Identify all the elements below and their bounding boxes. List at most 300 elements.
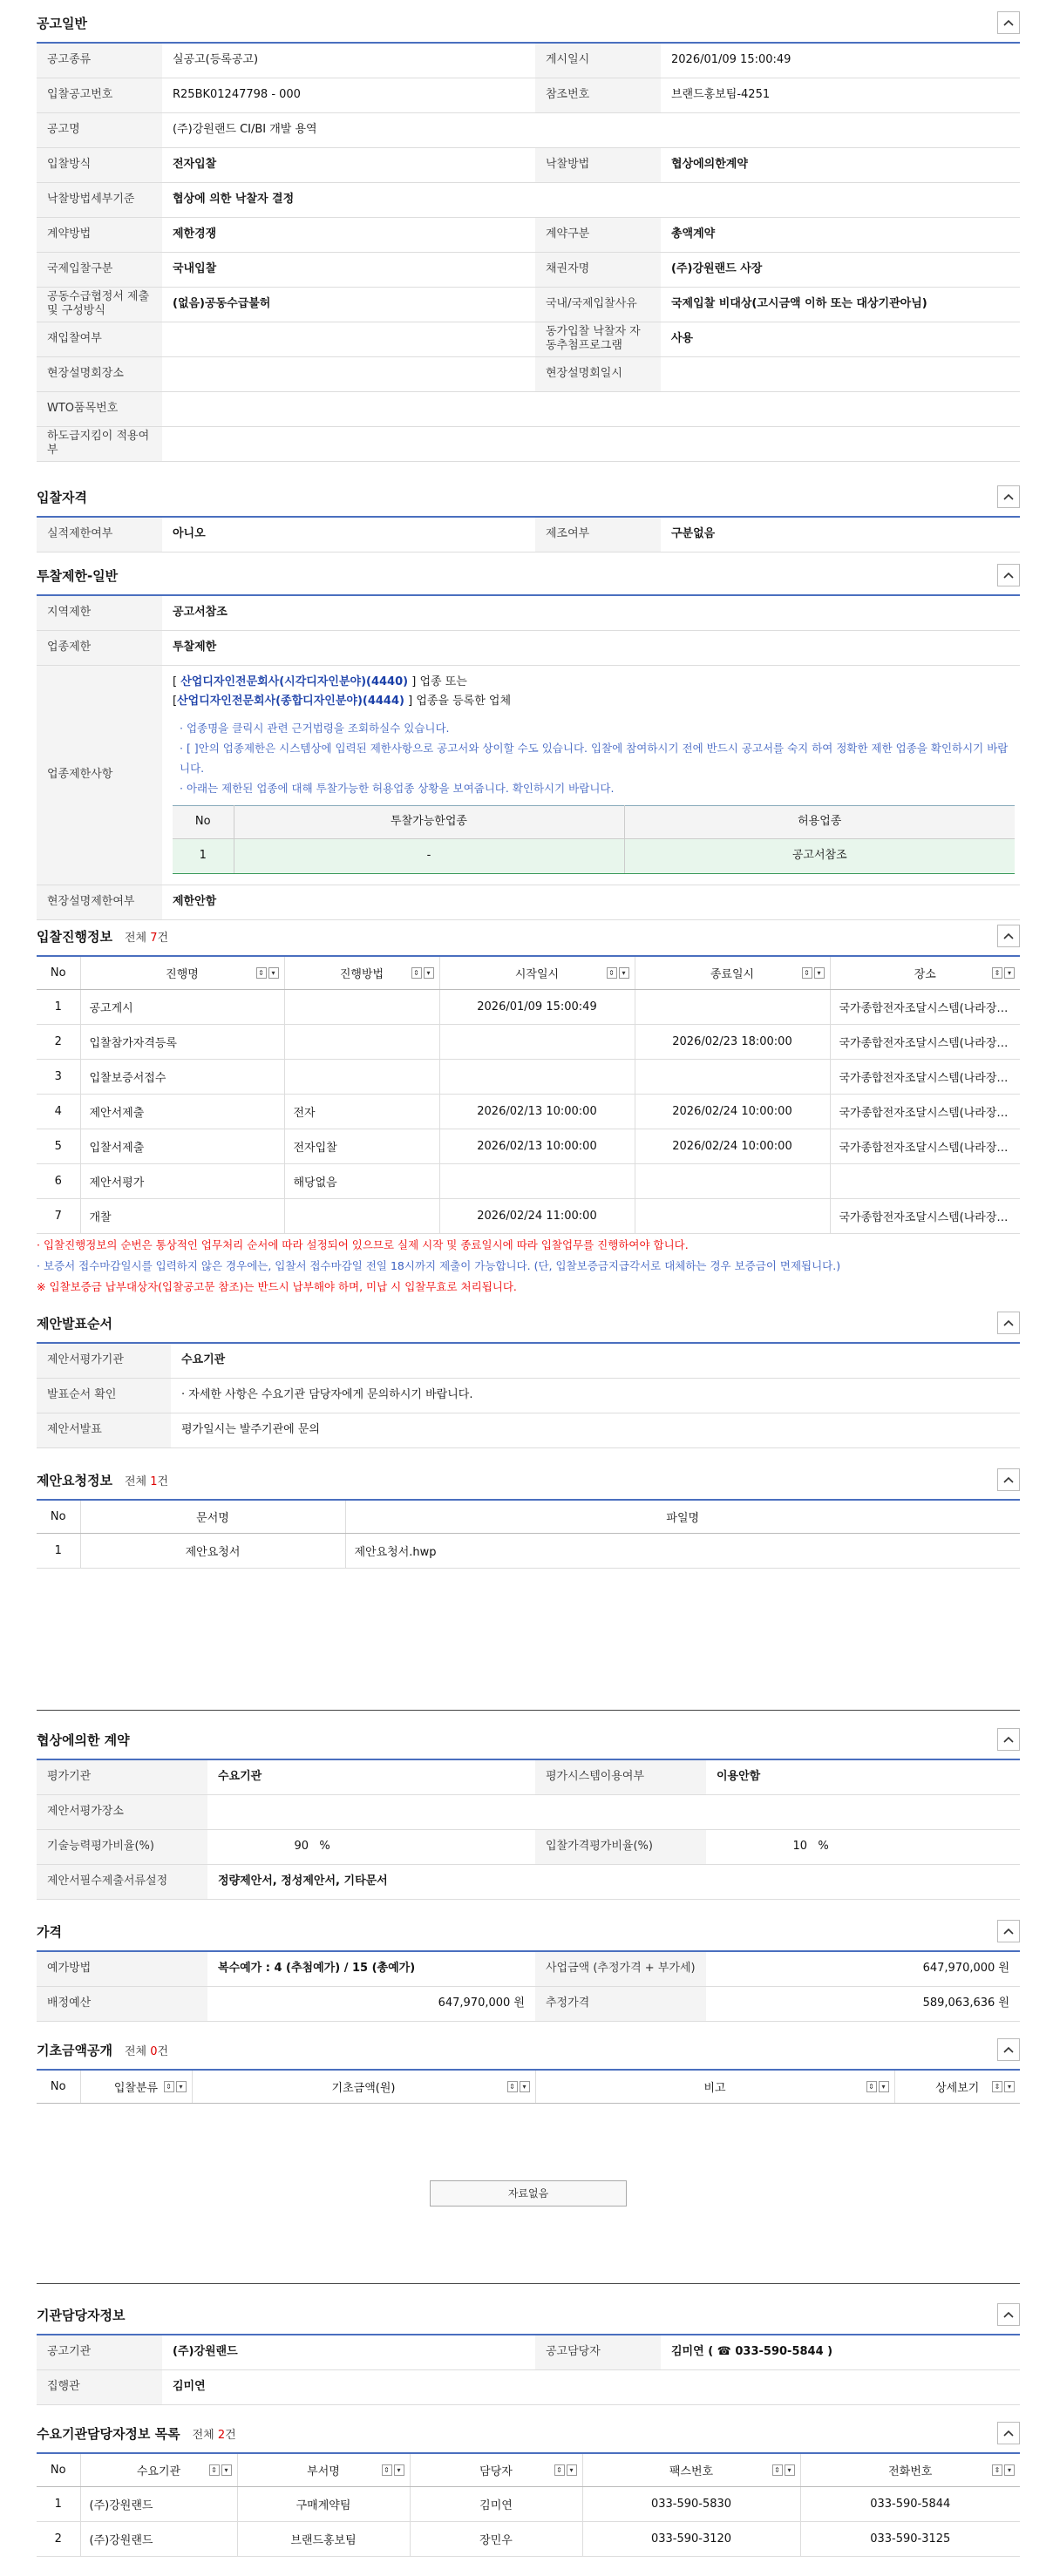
field-value	[171, 1343, 1020, 1378]
table-row	[37, 1129, 1020, 1163]
column-header-label: 장소	[914, 967, 936, 981]
table-cell: 국가종합전자조달시스템(나라장…	[830, 989, 1020, 1024]
field-value: R25BK01247798 - 000	[162, 78, 535, 112]
column-header[interactable]	[439, 956, 635, 989]
field-value: 실공고(등록공고)	[162, 43, 535, 78]
field-label: 지역제한	[37, 595, 162, 630]
field-label: 추정가격	[535, 1986, 706, 2021]
column-header[interactable]	[80, 2070, 192, 2103]
column-header[interactable]	[284, 956, 439, 989]
field-label: 집행관	[37, 2369, 162, 2404]
section-title-text: 협상에의한 계약	[37, 1732, 130, 1748]
demand-agency-contacts-section	[37, 2414, 1020, 2557]
filter-dropdown-icon[interactable]: ▾	[176, 2081, 187, 2092]
field-value: · 자세한 사항은 수요기관 담당자에게 문의하시기 바랍니다.	[171, 1378, 1020, 1413]
bid-progress-section	[37, 917, 1020, 1297]
field-label: 공고담당자	[535, 2335, 661, 2369]
filter-dropdown-icon[interactable]: ▾	[424, 967, 434, 979]
column-header-label: No	[50, 2463, 66, 2477]
filter-dropdown-icon[interactable]: ▾	[567, 2464, 577, 2476]
ratio-value	[706, 1829, 1020, 1864]
sort-controls[interactable]	[507, 2081, 530, 2092]
sort-toggle-icon[interactable]: ⇕	[607, 967, 617, 979]
field-value: 국내입찰	[162, 252, 535, 287]
field-label: 채권자명	[535, 252, 661, 287]
field-value: 협상에 의한 낙찰자 결정	[162, 182, 1020, 217]
column-header[interactable]	[830, 956, 1020, 989]
table-cell: 2	[37, 2521, 80, 2556]
field-value: 김미연	[162, 2369, 1020, 2404]
filter-dropdown-icon[interactable]: ▾	[814, 967, 825, 979]
table-row	[173, 838, 1015, 873]
proposal-request-section	[37, 1461, 1020, 1569]
section-title-text: 입찰자격	[37, 489, 87, 505]
count-value: 0	[150, 2044, 158, 2058]
presentation-order-header	[37, 1304, 1020, 1342]
count-prefix: 전체	[124, 931, 151, 945]
info-table	[37, 1759, 1020, 1900]
filter-dropdown-icon[interactable]: ▾	[520, 2081, 530, 2092]
field-value: 이용안함	[706, 1759, 1020, 1794]
filter-dropdown-icon[interactable]: ▾	[394, 2464, 404, 2476]
sort-toggle-icon[interactable]: ⇕	[992, 2464, 1002, 2476]
table-cell: 033-590-5830	[582, 2486, 800, 2521]
field-label: 공고기관	[37, 2335, 162, 2369]
column-header-label: 시작일시	[514, 967, 560, 981]
sort-controls[interactable]	[164, 2081, 187, 2092]
field-value-text: 수요기관	[181, 1353, 226, 1367]
table-cell: 공고서참조	[624, 838, 1015, 873]
info-row	[37, 112, 1020, 147]
sort-toggle-icon[interactable]: ⇕	[382, 2464, 392, 2476]
section-count	[125, 928, 168, 945]
section-title-text: 수요기관담당자정보 목록	[37, 2425, 180, 2442]
section-title	[37, 1922, 62, 1941]
field-label: 동가입찰 낙찰자 자동추첨프로그램	[535, 322, 661, 356]
filter-dropdown-icon[interactable]: ▾	[619, 967, 629, 979]
table-cell	[439, 1163, 635, 1198]
chevron-up-icon	[1003, 1736, 1014, 1743]
collapse-toggle-button[interactable]	[997, 485, 1020, 508]
section-title	[37, 1731, 130, 1749]
table-cell: 제안서제출	[80, 1094, 284, 1129]
collapse-toggle-button[interactable]	[997, 1468, 1020, 1491]
field-label: 공고종류	[37, 43, 162, 78]
chevron-up-icon	[1003, 1319, 1014, 1326]
sort-toggle-icon[interactable]: ⇕	[256, 967, 267, 979]
industry-suffix: 업종을 등록한 업체	[412, 694, 512, 708]
filter-dropdown-icon[interactable]: ▾	[1004, 2464, 1015, 2476]
column-header	[37, 2453, 80, 2486]
field-value	[162, 322, 535, 356]
section-count	[125, 1472, 168, 1488]
field-label: 제안서필수제출서류설정	[37, 1864, 207, 1899]
field-value: 총액계약	[661, 217, 1020, 252]
bid-progress-header	[37, 917, 1020, 955]
section-title	[37, 927, 168, 946]
table-cell: (주)강원랜드	[80, 2486, 237, 2521]
sort-toggle-icon[interactable]: ⇕	[802, 967, 812, 979]
chevron-up-icon	[1003, 572, 1014, 579]
table-cell: 2026/02/24 10:00:00	[635, 1129, 830, 1163]
table-row	[37, 2521, 1020, 2556]
info-row	[37, 147, 1020, 182]
sort-controls[interactable]	[992, 967, 1015, 979]
table-row	[37, 989, 1020, 1024]
sort-toggle-icon[interactable]: ⇕	[992, 2081, 1002, 2092]
field-label: 국제입찰구분	[37, 252, 162, 287]
table-cell: 4	[37, 1094, 80, 1129]
field-value: 국제입찰 비대상(고시금액 이하 또는 대상기관아님)	[661, 287, 1020, 322]
general-notice-section	[37, 3, 1020, 462]
bid-restriction-section	[37, 556, 1020, 920]
section-title-text: 기관담당자정보	[37, 2307, 126, 2323]
sort-controls[interactable]	[607, 967, 629, 979]
info-row	[37, 1378, 1020, 1413]
field-label: 재입찰여부	[37, 322, 162, 356]
section-title	[37, 2306, 125, 2324]
column-header-label: 진행명	[166, 967, 199, 981]
notice-bullet: · 업종명을 클릭시 관련 근거법령을 조회하실수 있습니다.	[180, 721, 450, 735]
data-grid	[37, 1499, 1020, 1569]
field-label: WTO품목번호	[37, 391, 162, 426]
column-header[interactable]	[237, 2453, 410, 2486]
section-title-text: 제안발표순서	[37, 1315, 112, 1332]
sort-controls[interactable]	[992, 2081, 1015, 2092]
field-value: 협상에의한계약	[661, 147, 1020, 182]
info-row	[37, 43, 1020, 78]
field-value: 589,063,636 원	[706, 1986, 1020, 2021]
sort-controls[interactable]	[772, 2464, 795, 2476]
field-value	[171, 1413, 1020, 1447]
field-value: 구분없음	[661, 517, 1020, 552]
field-value	[162, 391, 1020, 426]
column-header[interactable]	[80, 2453, 237, 2486]
collapse-toggle-button[interactable]	[997, 1312, 1020, 1334]
negotiated-contract-header	[37, 1720, 1020, 1759]
info-row	[37, 630, 1020, 665]
table-cell: 국가종합전자조달시스템(나라장…	[830, 1129, 1020, 1163]
field-label: 제안서평가장소	[37, 1794, 207, 1829]
table-cell: 2026/02/24 11:00:00	[439, 1198, 635, 1233]
ratio-number: 90	[294, 1839, 309, 1853]
field-label: 평가시스템이용여부	[535, 1759, 706, 1794]
field-label: 입찰가격평가비율(%)	[535, 1829, 706, 1864]
table-cell: 1	[37, 1533, 80, 1568]
info-row	[37, 391, 1020, 426]
sort-controls[interactable]	[256, 967, 279, 979]
collapse-toggle-button[interactable]	[997, 1920, 1020, 1942]
field-value: (없음)공동수급불허	[162, 287, 535, 322]
info-row	[37, 1829, 1020, 1864]
table-cell: 구매계약팀	[237, 2486, 410, 2521]
chevron-up-icon	[1003, 2046, 1014, 2053]
count-value: 7	[150, 931, 158, 945]
table-cell: 2	[37, 1024, 80, 1059]
restriction-table	[37, 594, 1020, 920]
presentation-order-section	[37, 1304, 1020, 1448]
sort-toggle-icon[interactable]: ⇕	[554, 2464, 565, 2476]
column-header-label: 상세보기	[935, 2081, 980, 2095]
table-cell: 6	[37, 1163, 80, 1198]
column-header	[37, 1500, 80, 1533]
section-title-text: 입찰진행정보	[37, 928, 112, 945]
bid-restriction-header	[37, 556, 1020, 594]
field-label: 기술능력평가비율(%)	[37, 1829, 207, 1864]
sort-controls[interactable]	[209, 2464, 232, 2476]
info-row	[37, 1794, 1020, 1829]
column-header[interactable]	[582, 2453, 800, 2486]
section-divider	[37, 2283, 1020, 2284]
table-cell: 국가종합전자조달시스템(나라장…	[830, 1198, 1020, 1233]
table-cell: 입찰서제출	[80, 1129, 284, 1163]
bid-qualification-section	[37, 478, 1020, 552]
section-title	[37, 14, 87, 32]
industry-line: [산업디자인전문회사(종합디자인분야)(4444) ] 업종을 등록한 업체	[173, 694, 512, 708]
industry-link[interactable]: 산업디자인전문회사(시각디자인분야)(4440)	[180, 675, 409, 688]
notice-text: 아래는 제한된 업종에 대해 투찰가능한 허용업종 상황을 보여줍니다. 확인하시기 바랍니다.	[186, 781, 615, 795]
file-link[interactable]: 제안요청서.hwp	[345, 1533, 1020, 1568]
field-value: 2026/01/09 15:00:49	[661, 43, 1020, 78]
table-cell: 전자입찰	[284, 1129, 439, 1163]
field-label: 현장설명제한여부	[37, 885, 162, 919]
column-header-label: 기초금액(원)	[331, 2081, 396, 2095]
table-cell: 공고게시	[80, 989, 284, 1024]
table-cell: 2026/02/13 10:00:00	[439, 1094, 635, 1129]
table-cell: 5	[37, 1129, 80, 1163]
column-header-label: 담당자	[479, 2464, 513, 2478]
section-title	[37, 1314, 112, 1332]
sort-toggle-icon[interactable]: ⇕	[992, 967, 1002, 979]
table-cell: 김미연	[410, 2486, 582, 2521]
table-cell: 국가종합전자조달시스템(나라장…	[830, 1024, 1020, 1059]
field-label: 공동수급협정서 제출 및 구성방식	[37, 287, 162, 322]
field-label: 업종제한사항	[37, 665, 162, 885]
field-label: 평가기관	[37, 1759, 207, 1794]
table-cell: 국가종합전자조달시스템(나라장…	[830, 1059, 1020, 1094]
allowed-industry-table	[173, 805, 1015, 874]
table-row	[37, 1024, 1020, 1059]
table-cell: -	[234, 838, 624, 873]
field-label: 예가방법	[37, 1951, 207, 1986]
field-value: 투찰제한	[162, 630, 1020, 665]
field-label: 제조여부	[535, 517, 661, 552]
grid-header-row	[37, 956, 1020, 989]
table-cell: (주)강원랜드	[80, 2521, 237, 2556]
table-cell: 2026/02/23 18:00:00	[635, 1024, 830, 1059]
field-label: 발표순서 확인	[37, 1378, 171, 1413]
table-cell: 2026/02/13 10:00:00	[439, 1129, 635, 1163]
table-cell: 1	[173, 838, 234, 873]
column-header[interactable]	[192, 2070, 535, 2103]
grid-header-row	[37, 1500, 1020, 1533]
table-cell: 브랜드홍보팀	[237, 2521, 410, 2556]
collapse-toggle-button[interactable]	[997, 11, 1020, 34]
sort-toggle-icon[interactable]: ⇕	[866, 2081, 877, 2092]
notice-bullets	[180, 718, 1009, 798]
field-value: 제한안함	[162, 885, 1020, 919]
field-value: 647,970,000 원	[706, 1951, 1020, 1986]
field-value: 사용	[661, 322, 1020, 356]
data-grid	[37, 955, 1020, 1234]
sort-toggle-icon[interactable]: ⇕	[507, 2081, 518, 2092]
info-table	[37, 42, 1020, 462]
ratio-unit: %	[818, 1839, 829, 1853]
field-value: 제한경쟁	[162, 217, 535, 252]
info-row	[37, 78, 1020, 112]
table-cell: 해당없음	[284, 1163, 439, 1198]
info-row	[37, 2369, 1020, 2404]
info-row	[37, 595, 1020, 630]
grid-header-row	[37, 2070, 1020, 2103]
section-title	[37, 2041, 168, 2059]
field-label: 제안서발표	[37, 1413, 171, 1447]
field-label: 참조번호	[535, 78, 661, 112]
column-header-label: 부서명	[307, 2464, 340, 2478]
collapse-toggle-button[interactable]	[997, 925, 1020, 947]
collapse-toggle-button[interactable]	[997, 1728, 1020, 1751]
info-row	[37, 2335, 1020, 2369]
sort-controls[interactable]	[992, 2464, 1015, 2476]
section-title-text: 제안요청정보	[37, 1472, 112, 1488]
collapse-toggle-button[interactable]	[997, 2422, 1020, 2444]
table-cell: 제안요청서	[80, 1533, 345, 1568]
sort-controls[interactable]	[866, 2081, 889, 2092]
column-header[interactable]	[535, 2070, 894, 2103]
notice-text: 업종명을 클릭시 관련 근거법령을 조회하실수 있습니다.	[186, 721, 450, 735]
field-label: 공고명	[37, 112, 162, 147]
agency-contact-section	[37, 2295, 1020, 2405]
field-label: 낙찰방법세부기준	[37, 182, 162, 217]
table-cell: 033-590-5844	[800, 2486, 1020, 2521]
info-table	[37, 516, 1020, 552]
info-row	[37, 426, 1020, 461]
field-label: 낙찰방법	[535, 147, 661, 182]
column-header-label: 비고	[703, 2081, 726, 2095]
table-cell: 전자	[284, 1094, 439, 1129]
notice-text: [ ]안의 업종제한은 시스템상에 입력된 제한사항으로 공고서와 상이할 수도 있습니다. 입찰에 참여하시기 전에 반드시 공고서를 숙지 하여 정확한 제한 업종을 확인하시기 바랍니다.	[180, 741, 1009, 775]
info-row	[37, 885, 1020, 919]
sort-toggle-icon[interactable]: ⇕	[411, 967, 422, 979]
table-row	[37, 1533, 1020, 1568]
industry-suffix: 업종 또는	[416, 675, 467, 688]
field-label: 현장설명회일시	[535, 356, 661, 391]
sort-toggle-icon[interactable]: ⇕	[772, 2464, 783, 2476]
column-header-label: No	[50, 966, 66, 980]
field-value: 브랜드홍보팀-4251	[661, 78, 1020, 112]
table-cell	[439, 1024, 635, 1059]
progress-note: · 보증서 접수마감일시를 입력하지 않은 경우에는, 입찰서 접수마감일 전일 18시까지 제출이 가능합니다. (단, 입찰보증금지급각서로 대체하는 경우 보증금이 면제됩니다.)	[37, 1258, 841, 1272]
table-row	[37, 1094, 1020, 1129]
field-label: 실적제한여부	[37, 517, 162, 552]
chevron-up-icon	[1003, 1476, 1014, 1483]
info-table	[37, 1342, 1020, 1448]
table-cell	[830, 1163, 1020, 1198]
sort-controls[interactable]	[554, 2464, 577, 2476]
notice-bullet: · 아래는 제한된 업종에 대해 투찰가능한 허용업종 상황을 보여줍니다. 확인하시기 바랍니다.	[180, 781, 615, 795]
section-title-text: 기초금액공개	[37, 2042, 112, 2058]
sort-controls[interactable]	[802, 967, 825, 979]
count-value: 2	[217, 2428, 226, 2442]
negotiated-contract-section	[37, 1720, 1020, 1900]
column-header: 투찰가능한업종	[234, 805, 624, 838]
collapse-toggle-button[interactable]	[997, 2038, 1020, 2061]
table-cell: 입찰참가자격등록	[80, 1024, 284, 1059]
count-value: 1	[150, 1474, 158, 1488]
column-header[interactable]	[635, 956, 830, 989]
table-cell	[284, 1024, 439, 1059]
sort-controls[interactable]	[411, 967, 434, 979]
agency-contact-header	[37, 2295, 1020, 2334]
count-prefix: 전체	[192, 2428, 218, 2442]
section-count	[125, 2042, 168, 2058]
info-row	[37, 252, 1020, 287]
info-row	[37, 217, 1020, 252]
filter-dropdown-icon[interactable]: ▾	[879, 2081, 889, 2092]
sort-controls[interactable]	[382, 2464, 404, 2476]
column-header	[345, 1500, 1020, 1533]
column-header	[37, 2070, 80, 2103]
filter-dropdown-icon[interactable]: ▾	[785, 2464, 795, 2476]
info-row	[37, 517, 1020, 552]
field-value-text: 평가일시는 발주기관에 문의	[181, 1422, 320, 1436]
section-title	[37, 488, 87, 506]
table-cell	[284, 1059, 439, 1094]
sort-toggle-icon[interactable]: ⇕	[209, 2464, 220, 2476]
filter-dropdown-icon[interactable]: ▾	[221, 2464, 232, 2476]
info-row	[37, 1951, 1020, 1986]
table-cell: 2026/01/09 15:00:49	[439, 989, 635, 1024]
field-label: 업종제한	[37, 630, 162, 665]
field-label: 입찰방식	[37, 147, 162, 182]
column-header[interactable]	[800, 2453, 1020, 2486]
field-value-text: 자세한 사항은 수요기관 담당자에게 문의하시기 바랍니다.	[188, 1387, 473, 1401]
ratio-value	[207, 1829, 535, 1864]
count-suffix: 건	[157, 931, 169, 945]
data-grid	[37, 2069, 1020, 2104]
info-table	[37, 2334, 1020, 2405]
section-title-text: 투찰제한-일반	[37, 567, 119, 584]
filter-dropdown-icon[interactable]: ▾	[1004, 2081, 1015, 2092]
collapse-toggle-button[interactable]	[997, 564, 1020, 586]
price-section	[37, 1912, 1020, 2022]
table-cell	[284, 1198, 439, 1233]
table-cell: 033-590-3125	[800, 2521, 1020, 2556]
column-header-label: 문서명	[196, 1511, 229, 1525]
filter-dropdown-icon[interactable]: ▾	[268, 967, 279, 979]
table-cell: 1	[37, 2486, 80, 2521]
field-label: 계약구분	[535, 217, 661, 252]
info-row	[37, 665, 1020, 885]
progress-note: ※ 입찰보증금 납부대상자(입찰공고문 참조)는 반드시 납부해야 하며, 미납 시 입찰무효로 처리됩니다.	[37, 1279, 517, 1293]
field-value: 647,970,000 원	[207, 1986, 535, 2021]
column-header[interactable]	[410, 2453, 582, 2486]
count-prefix: 전체	[124, 2044, 151, 2058]
column-header[interactable]	[894, 2070, 1020, 2103]
filter-dropdown-icon[interactable]: ▾	[1004, 967, 1015, 979]
info-row	[37, 1343, 1020, 1378]
data-grid	[37, 2452, 1020, 2557]
column-header-label: 팩스번호	[669, 2464, 714, 2478]
industry-link[interactable]: 산업디자인전문회사(종합디자인분야)(4444)	[177, 694, 404, 708]
table-cell	[635, 1059, 830, 1094]
column-header[interactable]	[80, 956, 284, 989]
sort-toggle-icon[interactable]: ⇕	[164, 2081, 174, 2092]
info-row	[37, 322, 1020, 356]
table-cell	[284, 989, 439, 1024]
collapse-toggle-button[interactable]	[997, 2303, 1020, 2326]
column-header-label: 전화번호	[888, 2464, 933, 2478]
